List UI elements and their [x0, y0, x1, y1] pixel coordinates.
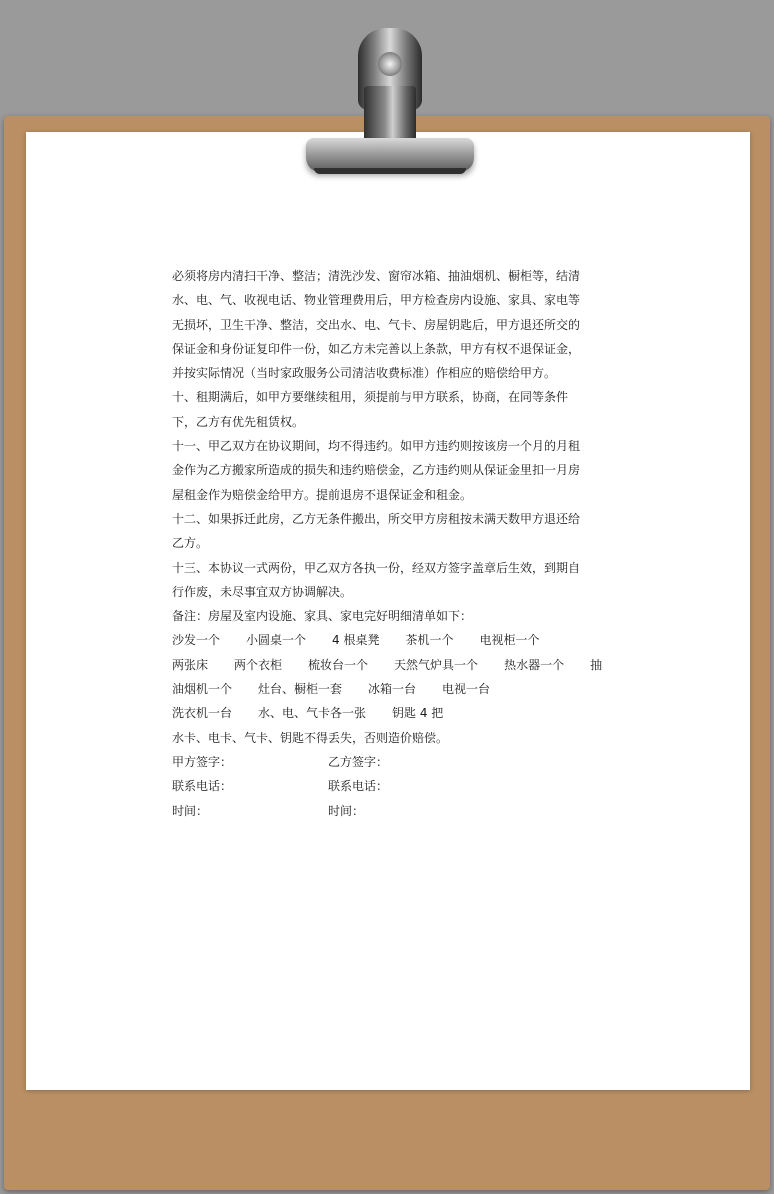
- paragraph-line: 下，乙方有优先租赁权。: [172, 414, 305, 429]
- inventory-item: 两张床: [172, 657, 209, 672]
- paragraph-line: 必须将房内清扫干净、整洁；清洗沙发、窗帘冰箱、抽油烟机、橱柜等，结清: [172, 269, 581, 283]
- inventory-item: 洗衣机一台: [172, 706, 233, 721]
- inventory-item: 小圆桌一个: [246, 633, 307, 648]
- paragraph-line: 水、电、气、收视电话、物业管理费用后，甲方检查房内设施、家具、家电等: [172, 293, 581, 308]
- paragraph-line: 保证金和身份证复印件一份，如乙方未完善以上条款，甲方有权不退保证金，: [172, 341, 581, 356]
- inventory-item: 冰箱一台: [368, 682, 417, 697]
- party-b-phone-label: 联系电话：: [328, 779, 389, 794]
- inventory-item: 梳妆台一个: [308, 657, 369, 672]
- paragraph-line: 并按实际情况（当时家政服务公司清洁收费标准）作相应的赔偿给甲方。: [172, 366, 557, 381]
- binder-clip-icon: [300, 28, 480, 178]
- inventory-row: [172, 653, 612, 677]
- inventory-item: 水、电、气卡各一张: [258, 706, 367, 721]
- inventory-item: 热水器一个: [504, 657, 565, 672]
- document-body: [172, 264, 612, 823]
- inventory-row: [172, 628, 612, 652]
- party-a-time-label: 时间：: [172, 803, 209, 818]
- paragraph-line: 十、租期满后，如甲方要继续租用，须提前与甲方联系，协商，在同等条件: [172, 390, 569, 405]
- inventory-item: 抽: [590, 657, 603, 672]
- paragraph-line: 行作废，未尽事宜双方协调解决。: [172, 584, 353, 599]
- inventory-row: [172, 701, 612, 725]
- inventory-row: [172, 677, 612, 701]
- inventory-item: 茶机一个: [405, 633, 454, 648]
- paragraph-line: 十二、如果拆迁此房，乙方无条件搬出，所交甲方房租按未满天数甲方退还给: [172, 511, 581, 526]
- paragraph-line: 十一、甲乙双方在协议期间，均不得违约。如甲方违约则按该房一个月的月租: [172, 439, 581, 454]
- inventory-item: 沙发一个: [172, 633, 221, 648]
- phone-row: [172, 774, 612, 798]
- party-b-signature-label: 乙方签字：: [328, 754, 389, 769]
- inventory-item: 4 根桌凳: [332, 633, 380, 648]
- paragraph-line: 无损坏，卫生干净、整洁，交出水、电、气卡、房屋钥匙后，甲方退还所交的: [172, 317, 581, 332]
- paragraph-line: 备注：房屋及室内设施、家具、家电完好明细清单如下：: [172, 609, 473, 624]
- paragraph-line: 屋租金作为赔偿金给甲方。提前退房不退保证金和租金。: [172, 487, 473, 502]
- closing-line: 水卡、电卡、气卡、钥匙不得丢失，否则造价赔偿。: [172, 730, 449, 745]
- time-row: [172, 799, 612, 823]
- inventory-item: 钥匙 4 把: [392, 706, 444, 721]
- inventory-item: 油烟机一个: [172, 682, 233, 697]
- paragraph-line: 乙方。: [172, 536, 209, 551]
- inventory-item: 两个衣柜: [234, 657, 283, 672]
- signature-row: [172, 750, 612, 774]
- inventory-item: 电视柜一个: [479, 633, 540, 648]
- party-a-phone-label: 联系电话：: [172, 779, 233, 794]
- inventory-item: 天然气炉具一个: [394, 657, 479, 672]
- inventory-item: 灶台、橱柜一套: [258, 682, 343, 697]
- party-b-time-label: 时间：: [328, 803, 365, 818]
- paragraph-line: 金作为乙方搬家所造成的损失和违约赔偿金，乙方违约则从保证金里扣一月房: [172, 463, 581, 478]
- inventory-item: 电视一台: [442, 682, 491, 697]
- party-a-signature-label: 甲方签字：: [172, 754, 233, 769]
- paragraph-line: 十三、本协议一式两份，甲乙双方各执一份，经双方签字盖章后生效，到期自: [172, 560, 581, 575]
